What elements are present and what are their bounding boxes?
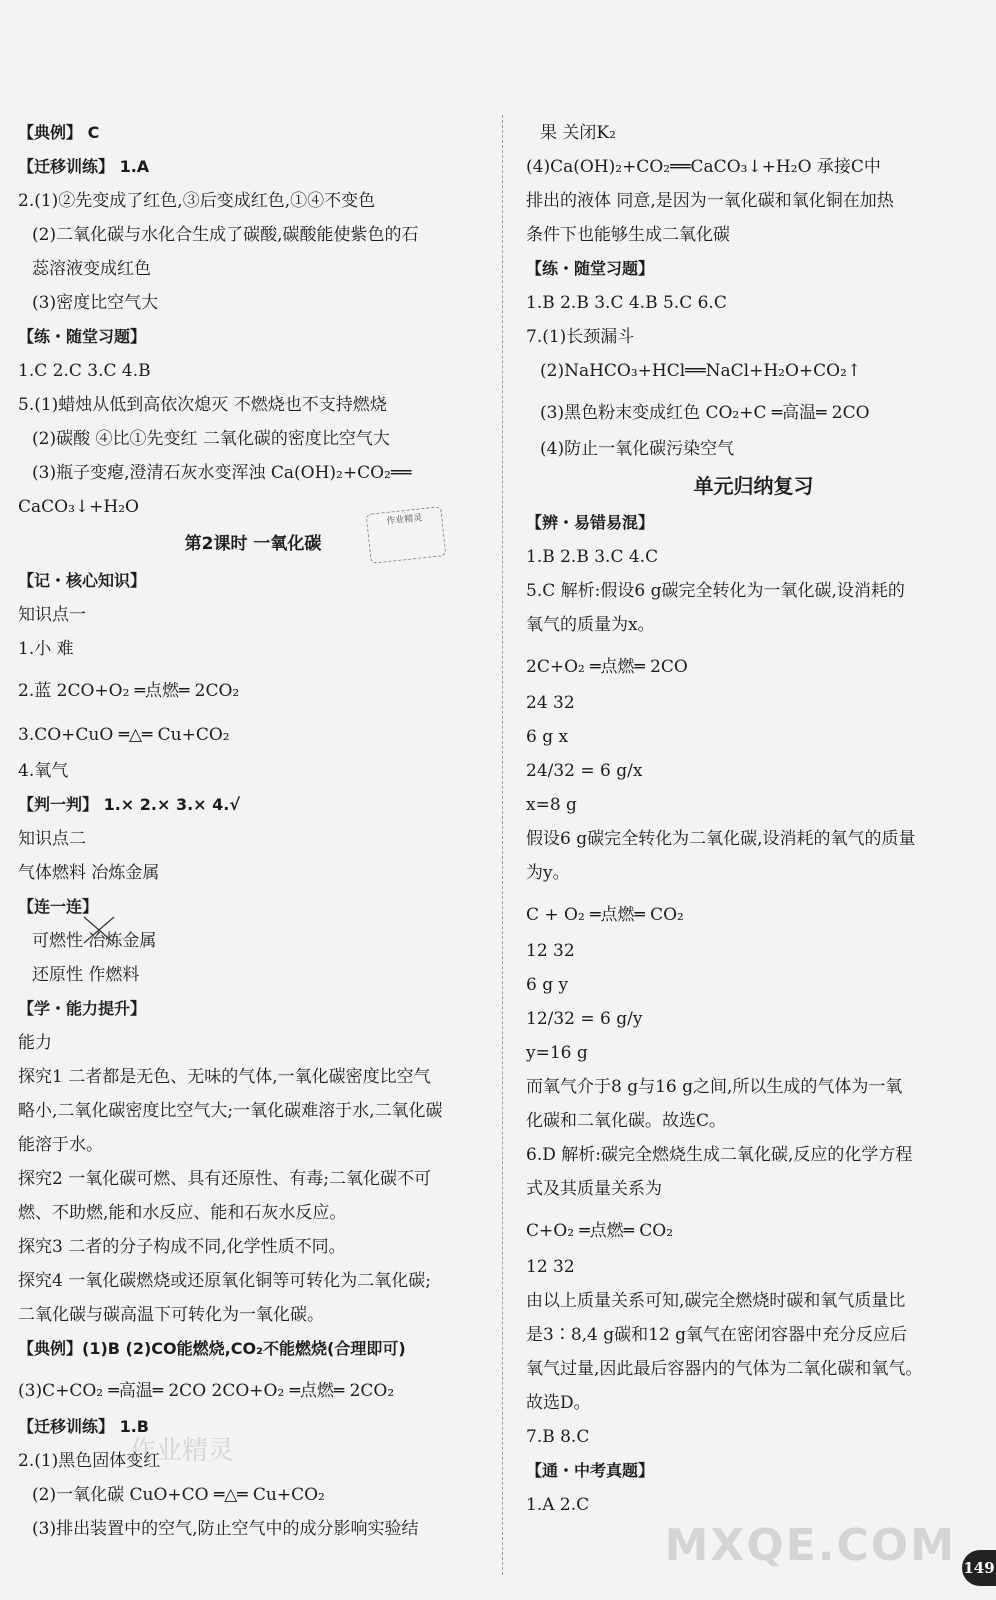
answer-line: 化碳和二氧化碳。故选C。 <box>526 1111 727 1131</box>
equation-line: 24 32 <box>526 693 575 713</box>
section-heading: 【学・能力提升】 <box>18 999 147 1018</box>
knowledge-point: 知识点一 <box>18 605 86 625</box>
right-column <box>526 116 981 1522</box>
answer-line: 气体燃料 冶炼金属 <box>18 863 160 883</box>
answer-line: 1.小 难 <box>18 639 74 659</box>
watermark-logo: MXQE.COM <box>664 1520 956 1571</box>
answer-line: 假设6 g碳完全转化为二氧化碳,设消耗的氧气的质量 <box>526 829 916 849</box>
answer-line: (3)密度比空气大 <box>32 293 159 313</box>
page-number: 149 <box>962 1550 996 1586</box>
answer-line: 氧气过量,因此最后容器内的气体为二氧化碳和氧气。 <box>526 1359 923 1379</box>
equation-line: 24/32 = 6 g/x <box>526 761 643 781</box>
answer-line: 排出的液体 同意,是因为一氧化碳和氧化铜在加热 <box>526 191 894 211</box>
section-heading: 【辨・易错易混】 <box>526 513 655 532</box>
answer-line: CaCO₃↓+H₂O <box>18 497 139 517</box>
answer-line: 略小,二氧化碳密度比空气大;一氧化碳难溶于水,二氧化碳 <box>18 1101 443 1121</box>
answer-line: (2)二氧化碳与水化合生成了碳酸,碳酸能使紫色的石 <box>32 225 419 245</box>
answer-line: 1.A 2.C <box>526 1495 590 1515</box>
match-line: 还原性 作燃料 <box>32 965 140 985</box>
answer-line: 5.(1)蜡烛从低到高依次熄灭 不燃烧也不支持燃烧 <box>18 395 387 415</box>
answer-line: 【典例】(1)B (2)CO能燃烧,CO₂不能燃烧(合理即可) <box>18 1339 406 1358</box>
equation-line: 12/32 = 6 g/y <box>526 1009 643 1029</box>
answer-line: 能溶于水。 <box>18 1135 103 1155</box>
answer-line: 蕊溶液变成红色 <box>32 259 151 279</box>
answer-line: 【判一判】 1.× 2.× 3.× 4.√ <box>18 795 241 814</box>
section-heading: 【练・随堂习题】 <box>526 259 655 278</box>
stamp-logo: 作业精灵 <box>366 506 447 564</box>
left-column <box>18 116 488 1546</box>
answer-line: (3)黑色粉末变成红色 CO₂+C ═高温═ 2CO <box>540 403 870 423</box>
equation-line: C+O₂ ═点燃═ CO₂ <box>526 1221 674 1241</box>
answer-line: 1.B 2.B 3.C 4.B 5.C 6.C <box>526 293 727 313</box>
answer-line: (4)防止一氧化碳污染空气 <box>540 439 735 459</box>
answer-line: 为y。 <box>526 863 570 883</box>
knowledge-point: 知识点二 <box>18 829 86 849</box>
match-line: 可燃性 冶炼金属 <box>32 931 157 951</box>
equation-line: 2C+O₂ ═点燃═ 2CO <box>526 657 688 677</box>
answer-line: 能力 <box>18 1033 52 1053</box>
answer-line: 由以上质量关系可知,碳完全燃烧时碳和氧气质量比 <box>526 1291 906 1311</box>
answer-line: 条件下也能够生成二氧化碳 <box>526 225 730 245</box>
answer-line: 【迁移训练】 1.B <box>18 1417 149 1436</box>
equation-line: 12 32 <box>526 1257 575 1277</box>
answer-line: (2)一氧化碳 CuO+CO ═△═ Cu+CO₂ <box>32 1485 325 1505</box>
answer-line: 燃、不助燃,能和水反应、能和石灰水反应。 <box>18 1203 347 1223</box>
answer-line: 2.(1)②先变成了红色,③后变成红色,①④不变色 <box>18 191 376 211</box>
answer-line: (3)瓶子变瘪,澄清石灰水变浑浊 Ca(OH)₂+CO₂══ <box>32 463 412 483</box>
answer-line: 探究2 一氧化碳可燃、具有还原性、有毒;二氧化碳不可 <box>18 1169 431 1189</box>
answer-line: 探究1 二者都是无色、无味的气体,一氧化碳密度比空气 <box>18 1067 431 1087</box>
answer-line: 是3∶8,4 g碳和12 g氧气在密闭容器中充分反应后 <box>526 1325 908 1345</box>
answer-line: 1.B 2.B 3.C 4.C <box>526 547 659 567</box>
equation-line: y=16 g <box>526 1043 588 1063</box>
answer-line: 【典例】 C <box>18 123 100 142</box>
column-divider <box>502 115 503 1575</box>
answer-line: 3.CO+CuO ═△═ Cu+CO₂ <box>18 725 230 745</box>
answer-line: 二氧化碳与碳高温下可转化为一氧化碳。 <box>18 1305 324 1325</box>
section-heading: 【连一连】 <box>18 897 99 916</box>
answer-line: (2)碳酸 ④比①先变红 二氧化碳的密度比空气大 <box>32 429 390 449</box>
section-heading: 【练・随堂习题】 <box>18 327 147 346</box>
equation-line: 6 g x <box>526 727 569 747</box>
section-heading: 【记・核心知识】 <box>18 571 147 590</box>
equation-line: 6 g y <box>526 975 569 995</box>
answer-line: 7.B 8.C <box>526 1427 590 1447</box>
answer-line: 【迁移训练】 1.A <box>18 157 150 176</box>
answer-line: (3)排出装置中的空气,防止空气中的成分影响实验结 <box>32 1519 419 1539</box>
answer-line: (3)C+CO₂ ═高温═ 2CO 2CO+O₂ ═点燃═ 2CO₂ <box>18 1381 395 1401</box>
answer-line: 6.D 解析:碳完全燃烧生成二氧化碳,反应的化学方程 <box>526 1145 913 1165</box>
unit-review-title: 单元归纳复习 <box>693 474 814 498</box>
equation-line: x=8 g <box>526 795 577 815</box>
answer-line: 探究4 一氧化碳燃烧或还原氧化铜等可转化为二氧化碳; <box>18 1271 431 1291</box>
answer-line: 果 关闭K₂ <box>540 123 616 143</box>
answer-line: 式及其质量关系为 <box>526 1179 662 1199</box>
answer-line: 5.C 解析:假设6 g碳完全转化为一氧化碳,设消耗的 <box>526 581 905 601</box>
answer-line: 2.(1)黑色固体变红 <box>18 1451 161 1471</box>
answer-line: 1.C 2.C 3.C 4.B <box>18 361 151 381</box>
answer-line: 4.氧气 <box>18 761 69 781</box>
watermark-text: 作业精灵 <box>130 1436 235 1466</box>
answer-line: 氧气的质量为x。 <box>526 615 655 635</box>
answer-line: (2)NaHCO₃+HCl══NaCl+H₂O+CO₂↑ <box>540 361 862 381</box>
answer-line: 探究3 二者的分子构成不同,化学性质不同。 <box>18 1237 346 1257</box>
answer-line: 而氧气介于8 g与16 g之间,所以生成的气体为一氧 <box>526 1077 903 1097</box>
answer-line: 2.蓝 2CO+O₂ ═点燃═ 2CO₂ <box>18 681 240 701</box>
section-heading: 【通・中考真题】 <box>526 1461 655 1480</box>
match-cross-lines <box>82 915 116 945</box>
equation-line: C + O₂ ═点燃═ CO₂ <box>526 905 684 925</box>
equation-line: 12 32 <box>526 941 575 961</box>
lesson-title: 第2课时 一氧化碳 <box>184 534 322 554</box>
answer-line: 故选D。 <box>526 1393 591 1413</box>
answer-line: (4)Ca(OH)₂+CO₂══CaCO₃↓+H₂O 承接C中 <box>526 157 881 177</box>
answer-line: 7.(1)长颈漏斗 <box>526 327 635 347</box>
